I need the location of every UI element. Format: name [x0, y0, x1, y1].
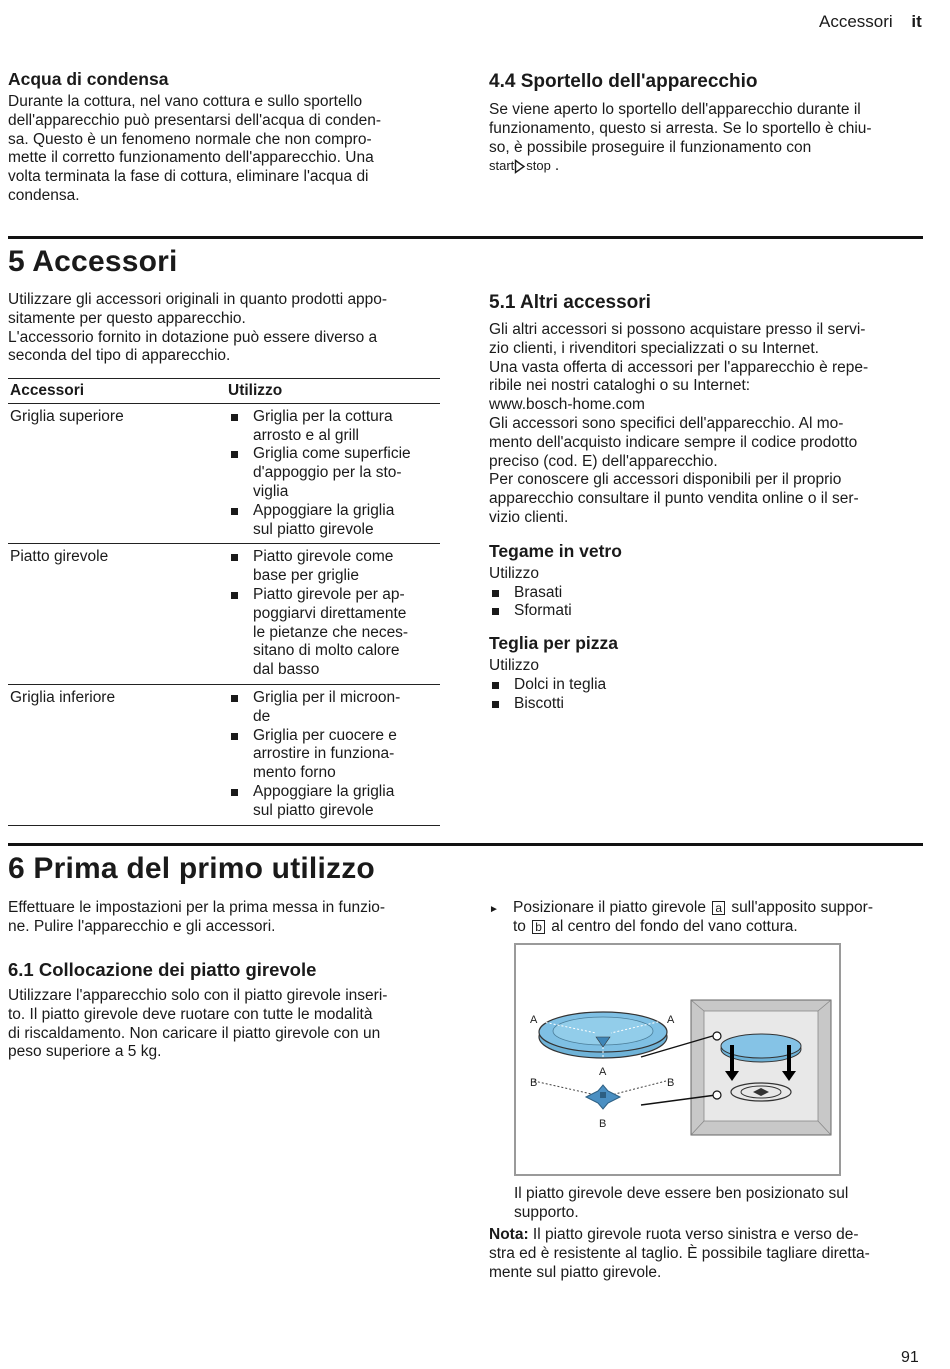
- header-section: Accessori: [819, 12, 893, 31]
- nota-line: stra ed è resistente al taglio. È possibile tagliare diretta-: [489, 1244, 870, 1262]
- sportello-line: funzionamento, questo si arresta. Se lo sportello è chiu-: [489, 119, 872, 137]
- table-header-row: [8, 379, 440, 404]
- use-line: sul piatto girevole: [253, 801, 374, 819]
- list-item: [228, 445, 438, 501]
- use-line: d'appoggio per la sto-: [253, 464, 402, 482]
- list-item: [228, 689, 438, 727]
- bullet-icon: [231, 695, 238, 702]
- start-label: start: [489, 158, 515, 174]
- label-b: B: [667, 1077, 675, 1089]
- use-line: le pietanze che neces-: [253, 623, 409, 641]
- bullet-icon: [231, 451, 238, 458]
- list-item: [228, 502, 438, 540]
- use-line: Appoggiare la griglia: [253, 782, 395, 800]
- accessory-uses: [226, 684, 440, 825]
- bullet-icon: [492, 682, 499, 689]
- bullet-icon: [231, 554, 238, 561]
- use-line: Griglia per la cottura: [253, 407, 393, 425]
- intro-line: Utilizzare gli accessori originali in quanto prodotti appo-: [8, 291, 388, 308]
- accessori-table-wrap: [8, 378, 440, 826]
- use-line: Piatto girevole per ap-: [253, 585, 405, 603]
- table-row: [8, 544, 440, 685]
- sportello-title: 4.4 Sportello dell'apparecchio: [489, 71, 758, 92]
- col-header-utilizzo: Utilizzo: [226, 379, 440, 404]
- intro-line: seconda del tipo di apparecchio.: [8, 347, 231, 365]
- result-text: [514, 1185, 934, 1223]
- nota-label: Nota:: [489, 1226, 529, 1243]
- list-item: [489, 695, 929, 714]
- result-line: Il piatto girevole deve essere ben posizionato sul: [514, 1185, 849, 1202]
- colloc-section: [8, 959, 448, 1062]
- teglia-title: Teglia per pizza: [489, 633, 619, 654]
- condensa-body: [8, 93, 448, 206]
- use-line: Griglia per il microon-: [253, 688, 401, 706]
- key-a: a: [712, 901, 725, 915]
- nota-block: [489, 1226, 929, 1282]
- accessory-name: Griglia inferiore: [8, 684, 226, 825]
- bullet-icon: [231, 733, 238, 740]
- key-b: b: [532, 920, 545, 934]
- table-row: [8, 684, 440, 825]
- colloc-body: [8, 987, 448, 1062]
- label-a: A: [530, 1014, 538, 1026]
- altri-line: mento dell'acquisto indicare sempre il codice prodotto: [489, 433, 858, 451]
- step-text: to: [513, 917, 526, 935]
- altri-title: 5.1 Altri accessori: [489, 292, 651, 313]
- use-line: Griglia come superficie: [253, 445, 411, 463]
- result-line: supporto.: [514, 1203, 579, 1221]
- condensa-title: Acqua di condensa: [8, 69, 169, 89]
- teglia-item: Dolci in teglia: [514, 675, 607, 693]
- bullet-icon: [231, 789, 238, 796]
- list-item: [489, 676, 929, 695]
- condensa-line: mette il corretto funzionamento dell'apparecchio. Una: [8, 149, 374, 167]
- tegame-title: Tegame in vetro: [489, 540, 622, 561]
- accessori-intro: [8, 291, 448, 366]
- col-header-accessori: Accessori: [8, 379, 226, 404]
- altri-body: [489, 321, 929, 528]
- nota-line: Il piatto girevole ruota verso sinistra e verso de-: [532, 1226, 859, 1243]
- accessory-uses: [226, 544, 440, 685]
- sportello-line: Se viene aperto lo sportello dell'apparecchio durante il: [489, 101, 861, 118]
- list-item: [489, 584, 929, 603]
- list-item: [228, 408, 438, 446]
- list-item: [489, 602, 929, 621]
- label-b: B: [599, 1118, 607, 1130]
- intro-line: sitamente per questo apparecchio.: [8, 309, 246, 327]
- sportello-line: so, è possibile proseguire il funzionamento con: [489, 138, 812, 156]
- colloc-title: 6.1 Collocazione dei piatto girevole: [8, 959, 317, 980]
- condensa-line: Durante la cottura, nel vano cottura e sullo sportello: [8, 93, 363, 110]
- sportello-end: .: [554, 157, 560, 175]
- intro-line: ne. Pulire l'apparecchio e gli accessori.: [8, 917, 276, 935]
- altri-line: ribile nei nostri cataloghi o su Internet:: [489, 377, 751, 395]
- use-line: arrostire in funziona-: [253, 745, 395, 763]
- altri-line: Gli accessori sono specifici dell'apparecchio. Al mo-: [489, 414, 844, 432]
- altri-line: Gli altri accessori si possono acquistare presso il servi-: [489, 321, 866, 338]
- use-line: Griglia per cuocere e: [253, 726, 397, 744]
- tegame-item: Sformati: [514, 602, 572, 620]
- condensa-line: condensa.: [8, 186, 80, 204]
- label-a: A: [599, 1066, 607, 1078]
- condensa-section: [8, 69, 448, 206]
- label-a: A: [667, 1014, 675, 1026]
- use-line: de: [253, 707, 271, 725]
- intro-line: Effettuare le impostazioni per la prima messa in funzio-: [8, 899, 386, 916]
- accessory-uses: [226, 403, 440, 544]
- stop-label: stop: [526, 158, 551, 174]
- condensa-line: volta terminata la fase di cottura, eliminare l'acqua di: [8, 168, 369, 186]
- list-item: [228, 548, 438, 586]
- colloc-line: to. Il piatto girevole deve ruotare con tutte le modalità: [8, 1005, 373, 1023]
- accessori-table: [8, 378, 440, 826]
- list-item: [228, 586, 438, 680]
- primo-intro: [8, 899, 448, 937]
- use-line: poggiarvi direttamente: [253, 604, 407, 622]
- bullet-icon: [492, 590, 499, 597]
- accessory-name: Piatto girevole: [8, 544, 226, 685]
- label-b: B: [530, 1077, 538, 1089]
- use-line: base per griglie: [253, 567, 359, 585]
- table-row: [8, 403, 440, 544]
- condensa-line: sa. Questo è un fenomeno normale che non compro-: [8, 130, 372, 148]
- step-text: al centro del fondo del vano cottura.: [551, 917, 798, 935]
- altri-line: zio clienti, i rivenditori specializzati o su Internet.: [489, 339, 819, 357]
- sportello-section: [489, 71, 929, 176]
- bullet-icon: [231, 414, 238, 421]
- sportello-body: [489, 101, 929, 176]
- colloc-line: Utilizzare l'apparecchio solo con il piatto girevole inseri-: [8, 987, 388, 1004]
- turntable-illustration: [516, 945, 839, 1174]
- teglia-label: Utilizzo: [489, 657, 539, 675]
- bullet-icon: [231, 508, 238, 515]
- accessori-title: 5 Accessori: [8, 245, 178, 278]
- use-line: Piatto girevole come: [253, 548, 394, 566]
- condensa-line: dell'apparecchio può presentarsi dell'acqua di conden-: [8, 111, 381, 129]
- bullet-icon: [231, 592, 238, 599]
- colloc-line: peso superiore a 5 kg.: [8, 1043, 162, 1061]
- altri-section: [489, 292, 929, 714]
- nota-line: mente sul piatto girevole.: [489, 1263, 662, 1281]
- altri-line: apparecchio consultare il punto vendita online o il ser-: [489, 490, 859, 508]
- step-arrow-icon: ►: [489, 904, 499, 915]
- use-line: viglia: [253, 482, 289, 500]
- use-line: mento forno: [253, 764, 336, 782]
- bullet-icon: [492, 608, 499, 615]
- use-line: arrosto e al grill: [253, 426, 359, 444]
- altri-line: vizio clienti.: [489, 508, 569, 526]
- intro-line: L'accessorio fornito in dotazione può essere diverso a: [8, 328, 378, 346]
- step-text: Posizionare il piatto girevole: [513, 899, 706, 916]
- use-line: sitano di molto calore: [253, 642, 400, 660]
- page-number: 91: [901, 1349, 919, 1366]
- use-line: dal basso: [253, 661, 320, 679]
- teglia-item: Biscotti: [514, 694, 564, 712]
- website-link[interactable]: www.bosch-home.com: [489, 396, 645, 414]
- section-rule: [8, 236, 923, 239]
- accessory-name: Griglia superiore: [8, 403, 226, 544]
- start-stop-key: [489, 157, 929, 176]
- running-header: [819, 12, 922, 32]
- bullet-icon: [492, 701, 499, 708]
- tegame-label: Utilizzo: [489, 564, 539, 582]
- use-line: sul piatto girevole: [253, 520, 374, 538]
- step-instruction: [489, 899, 929, 937]
- section-rule: [8, 843, 923, 846]
- altri-line: preciso (cod. E) dell'apparecchio.: [489, 452, 718, 470]
- use-line: Appoggiare la griglia: [253, 501, 395, 519]
- play-icon: [514, 159, 526, 174]
- tegame-item: Brasati: [514, 583, 563, 601]
- altri-line: Una vasta offerta di accessori per l'apparecchio è repe-: [489, 358, 869, 376]
- list-item: [228, 727, 438, 783]
- list-item: [228, 783, 438, 821]
- step-text: sull'apposito suppor-: [731, 899, 873, 916]
- header-lang: it: [911, 12, 922, 31]
- turntable-figure: [514, 943, 841, 1176]
- colloc-line: di riscaldamento. Non caricare il piatto girevole con un: [8, 1024, 381, 1042]
- altri-line: Per conoscere gli accessori disponibili per il proprio: [489, 471, 842, 489]
- primo-title: 6 Prima del primo utilizzo: [8, 852, 375, 885]
